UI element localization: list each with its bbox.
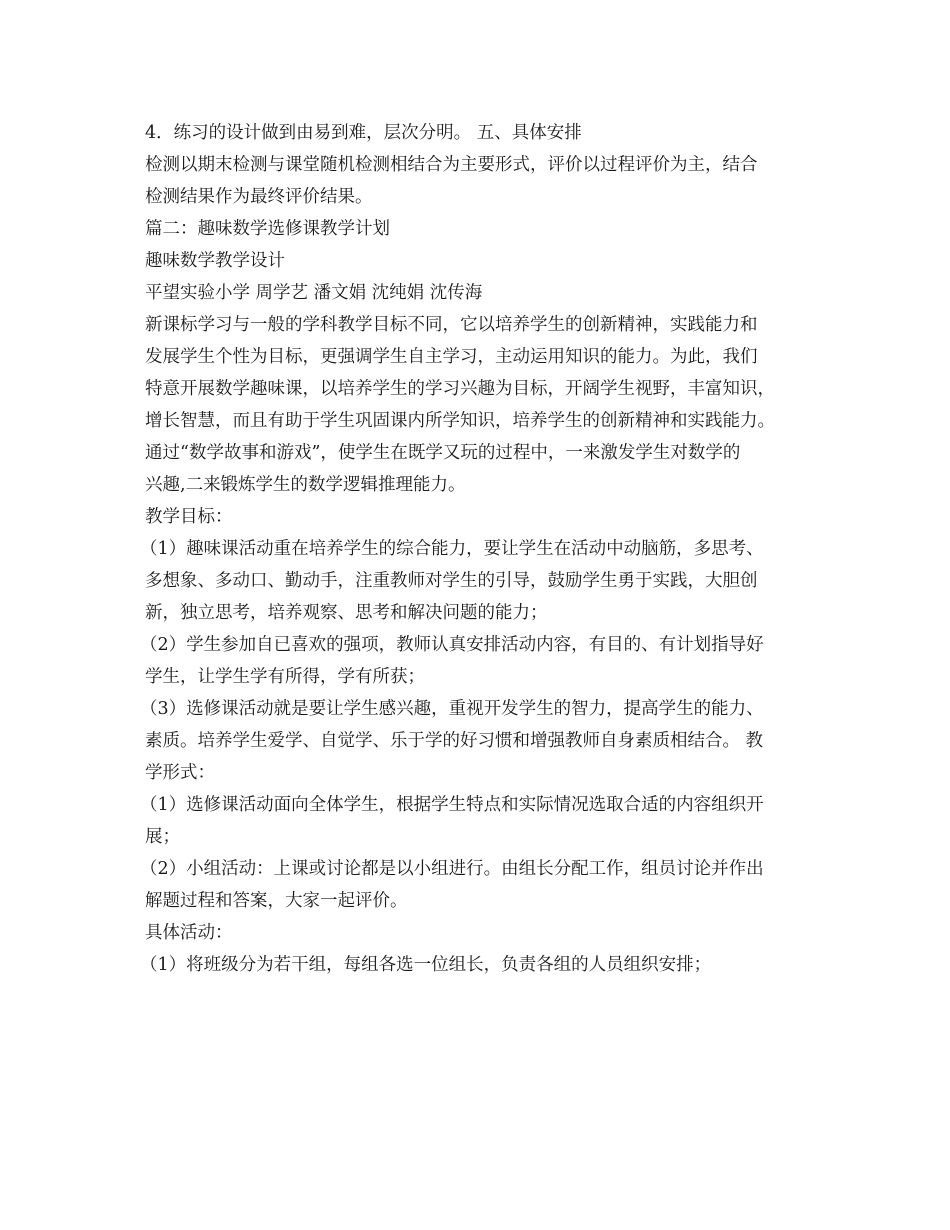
paragraph-intro-line-5: 通过“数学故事和游戏”，使学生在既学又玩的过程中，一来激发学生对数学的 [145, 443, 741, 463]
subheading-teaching-design: 趣味数学教学设计 [145, 251, 285, 271]
paragraph-intro-line-4: 增长智慧，而且有助于学生巩固课内所学知识，培养学生的创新精神和实践能力。 [145, 411, 775, 431]
form-2-line-1: （2）小组活动：上课或讨论都是以小组进行。由组长分配工作，组员讨论并作出 [140, 859, 764, 879]
section-heading-part-two: 篇二：趣味数学选修课教学计划 [145, 219, 390, 239]
paragraph-intro-line-1: 新课标学习与一般的学科教学目标不同，它以培养学生的创新精神，实践能力和 [145, 315, 758, 335]
heading-teaching-form: 学形式： [145, 763, 215, 783]
activity-1-line-1: （1）将班级分为若干组，每组各选一位组长，负责各组的人员组织安排； [140, 955, 712, 975]
form-1-line-2: 展； [145, 827, 180, 847]
goal-3-line-2: 素质。培养学生爱学、自觉学、乐于学的好习惯和增强教师自身素质相结合。 教 [145, 731, 764, 751]
text-line-assessment-2: 检测结果作为最终评价结果。 [145, 187, 373, 207]
text-line-assessment-1: 检测以期末检测与课堂随机检测相结合为主要形式，评价以过程评价为主，结合 [145, 155, 758, 175]
goal-3-line-1: （3）选修课活动就是要让学生感兴趣，重视开发学生的智力，提高学生的能力、 [140, 699, 764, 719]
form-1-line-1: （1）选修课活动面向全体学生，根据学生特点和实际情况选取合适的内容组织开 [140, 795, 764, 815]
form-2-line-2: 解题过程和答案，大家一起评价。 [145, 891, 408, 911]
goal-1-line-1: （1）趣味课活动重在培养学生的综合能力，要让学生在活动中动脑筋，多思考、 [140, 539, 764, 559]
paragraph-intro-line-6: 兴趣,二来锻炼学生的数学逻辑推理能力。 [145, 475, 466, 495]
goal-2-line-2: 学生，让学生学有所得，学有所获； [145, 667, 425, 687]
heading-specific-activities: 具体活动： [145, 923, 233, 943]
paragraph-intro-line-2: 发展学生个性为目标，更强调学生自主学习，主动运用知识的能力。为此，我们 [145, 347, 758, 367]
authors-line: 平望实验小学 周学艺 潘文娟 沈纯娟 沈传海 [145, 283, 483, 303]
document-body [140, 117, 810, 981]
goal-1-line-2: 多想象、多动口、勤动手，注重教师对学生的引导，鼓励学生勇于实践，大胆创 [145, 571, 758, 591]
heading-teaching-goals: 教学目标： [145, 507, 233, 527]
paragraph-intro-line-3: 特意开展数学趣味课，以培养学生的学习兴趣为目标，开阔学生视野，丰富知识， [145, 379, 775, 399]
text-line-practice-design: 4．练习的设计做到由易到难，层次分明。 五、具体安排 [145, 123, 582, 143]
goal-2-line-1: （2）学生参加自已喜欢的强项，教师认真安排活动内容，有目的、有计划指导好 [140, 635, 764, 655]
goal-1-line-3: 新，独立思考，培养观察、思考和解决问题的能力； [145, 603, 548, 623]
